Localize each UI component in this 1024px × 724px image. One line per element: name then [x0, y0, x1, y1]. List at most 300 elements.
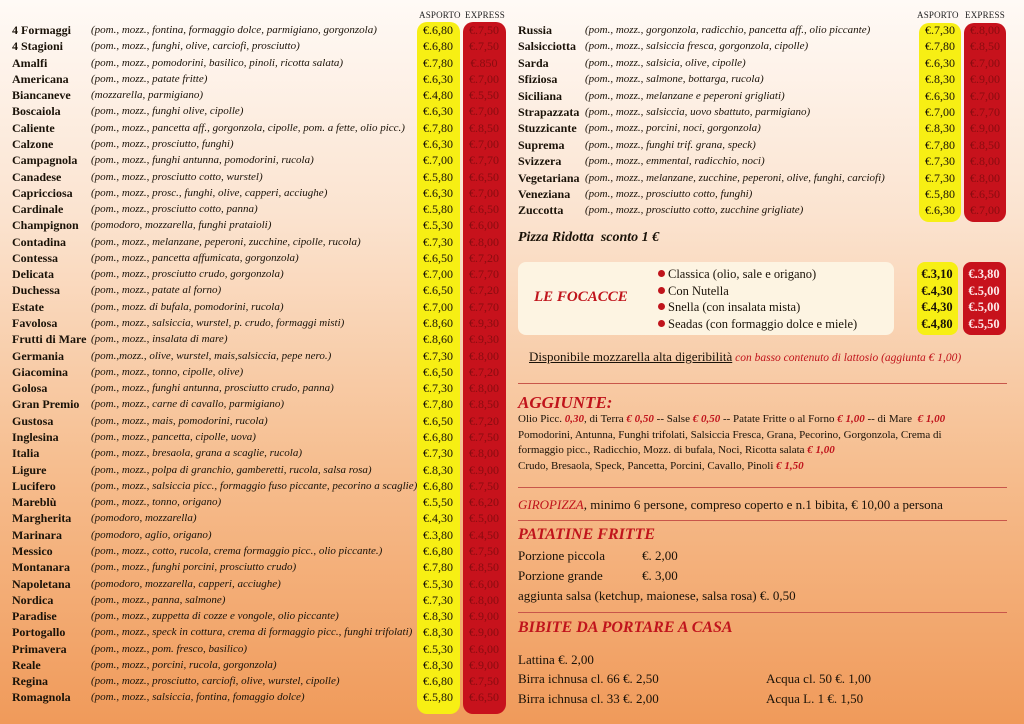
asporto-price: €.6,80 [423, 543, 453, 558]
pizza-name: Siciliana [518, 88, 563, 103]
pizza-name: Inglesina [12, 430, 59, 444]
express-price: €.8,00 [469, 446, 499, 461]
pizza-ingredients: (pomodoro, aglio, origano) [91, 528, 212, 541]
pizza-name: Capricciosa [12, 185, 73, 200]
asporto-price: €.7,80 [925, 137, 955, 152]
pizza-row [0, 689, 1024, 705]
pizza-ingredients: (pomodoro, mozzarella, capperi, acciughe) [91, 577, 281, 590]
asporto-price: €.6,30 [925, 203, 955, 218]
bibite-birra-33: Birra ichnusa cl. 33 €. 2,00 [518, 691, 659, 706]
pizza-ingredients: (pom., mozz., prosciutto cotto, zucchine grigliate) [585, 204, 804, 217]
express-price: €.9,00 [469, 625, 499, 640]
express-price: €.7,20 [469, 283, 499, 298]
bullet-icon [658, 303, 665, 310]
pizza-ingredients: (pom., mozz., bresaola, grana a scaglie, rucola) [91, 447, 303, 460]
express-price: €.8,00 [469, 381, 499, 396]
express-price: €.7,00 [469, 104, 499, 119]
pizza-row [0, 364, 1024, 380]
express-price: €.9,00 [469, 609, 499, 624]
focaccia-item [658, 266, 816, 282]
pizza-name: Messico [12, 543, 53, 558]
pizza-name: Sfiziosa [518, 72, 558, 87]
asporto-price: €.7,80 [423, 55, 453, 70]
focaccia-asporto-price: €.4,80 [921, 316, 953, 331]
pizza-ingredients: (pom., mozz., tonno, origano) [91, 496, 222, 509]
pizza-ingredients: (pom., mozz., zuppetta di cozze e vongole, olio piccante) [91, 610, 339, 623]
pizza-name: Contadina [12, 234, 67, 249]
pizza-ingredients: (pom., mozz., emmental, radicchio, noci) [585, 155, 765, 168]
express-price: €.8,00 [469, 592, 499, 607]
pizza-name: Salsicciotta [518, 39, 576, 54]
pizza-row [0, 186, 1024, 202]
express-price: €.9,00 [970, 121, 1000, 136]
pizza-name: Italia [12, 446, 40, 461]
pizza-ingredients: (pom., mozz., melanzane e peperoni grigliati) [585, 89, 785, 102]
asporto-price: €.7,00 [423, 267, 453, 282]
pizza-row [0, 170, 1024, 186]
express-price: €.7,00 [469, 71, 499, 86]
pizza-ingredients: (pom., mozz., prosc., funghi, olive, capperi, acciughe) [91, 186, 328, 199]
aggiunte-title: AGGIUNTE: [518, 393, 613, 412]
asporto-price: €.7,30 [423, 592, 453, 607]
pizza-ingredients: (pom., mozz., polpa di granchio, gamberetti, rucola, salsa rosa) [91, 463, 372, 476]
asporto-price: €.7,30 [423, 446, 453, 461]
express-price: €.8,00 [469, 234, 499, 249]
express-price: €.8,50 [469, 560, 499, 575]
asporto-price: €.8,30 [423, 609, 453, 624]
express-price: €.6,00 [469, 218, 499, 233]
pizza-ingredients: (pom., mozz., tonno, cipolle, olive) [91, 365, 244, 378]
aggiunte-price: € 1,00 [807, 444, 835, 456]
pizza-ingredients: (pom., mozz., pancetta affumicata, gorgonzola) [91, 251, 299, 264]
pizza-row [0, 527, 1024, 543]
pizza-ingredients: (pom., mozz., speck in cottura, crema di formaggio picc., funghi trifolati) [91, 626, 413, 639]
pizza-name: Golosa [12, 381, 48, 396]
asporto-price: €.8,60 [423, 332, 453, 347]
asporto-price: €.6,30 [925, 55, 955, 70]
pizza-ingredients: (pom., mozz., patate fritte) [91, 72, 208, 85]
express-price: €.6,50 [469, 169, 499, 184]
patatine-price: €. 3,00 [642, 568, 678, 583]
pizza-ridotta-note: Pizza Ridotta sconto 1 € [518, 230, 660, 245]
express-price: €.5,00 [469, 511, 499, 526]
asporto-price: €.7,30 [925, 23, 955, 37]
pizza-ingredients: (pom., mozz., funghi trif. grana, speck) [585, 138, 756, 151]
focacce-title: LE FOCACCE [534, 289, 628, 305]
pizza-name: Mareblù [12, 495, 57, 510]
asporto-price: €.5,50 [423, 495, 453, 510]
pizza-ingredients: (pom., mozz., salsiccia, uovo sbattuto, parmigiano) [585, 106, 811, 118]
asporto-price: €.7,30 [423, 234, 453, 249]
express-price: €.9,00 [469, 462, 499, 477]
express-price: €.9,30 [469, 316, 499, 331]
pizza-row [0, 55, 1024, 71]
pizza-name: Gustosa [12, 413, 54, 428]
asporto-price: €.6,50 [423, 283, 453, 298]
asporto-header: ASPORTO [419, 10, 461, 20]
pizza-ingredients: (pom., mozz., pancetta aff., gorgonzola, cipolle, pom. a fette, olio picc.) [91, 121, 405, 134]
asporto-price: €.7,00 [423, 153, 453, 168]
pizza-ingredients: (pom., mozz., mais, pomodorini, rucola) [91, 414, 268, 427]
pizza-name: Amalfi [12, 55, 48, 70]
asporto-price: €.7,80 [423, 397, 453, 412]
express-price: €.5,50 [469, 88, 499, 103]
bibite-lattina: Lattina €. 2,00 [518, 652, 594, 667]
pizza-name: Estate [12, 299, 44, 314]
asporto-price: €.6,30 [925, 88, 955, 103]
bibite-acqua-50: Acqua cl. 50 €. 1,00 [766, 671, 872, 686]
bibite-birra-66: Birra ichnusa cl. 66 €. 2,50 [518, 671, 659, 686]
express-price: €.7,50 [469, 39, 499, 54]
aggiunte-price: 0,30 [564, 413, 584, 425]
pizza-row [0, 88, 1024, 104]
pizza-name: Suprema [518, 137, 565, 152]
divider [518, 487, 1007, 488]
pizza-name: Giacomina [12, 364, 68, 379]
pizza-ingredients: (pom., mozz., patate al forno) [91, 284, 222, 297]
pizza-name: 4 Formaggi [12, 23, 71, 37]
pizza-name: Gran Premio [12, 397, 80, 412]
focaccia-name: Con Nutella [668, 283, 729, 298]
pizza-ingredients: (pom., mozz., prosciutto, carciofi, olive, wurstel, cipolle) [91, 675, 340, 688]
pizza-ingredients: (pom., mozz., prosciutto, funghi) [91, 137, 234, 150]
bullet-icon [658, 270, 665, 277]
express-price: €.7,70 [970, 105, 1000, 119]
mozzarella-note [529, 349, 961, 365]
pizza-name: Boscaiola [12, 104, 61, 119]
asporto-price: €.7,00 [925, 105, 955, 119]
pizza-row [0, 38, 1024, 54]
pizza-ingredients: (pom., mozz., funghi olive, cipolle) [91, 105, 244, 118]
asporto-price: €.5,80 [925, 187, 955, 201]
asporto-price: €.6,30 [423, 185, 453, 200]
focaccia-express-price: €.5,00 [968, 300, 1000, 314]
pizza-name: Vegetariana [518, 170, 580, 185]
asporto-price: €.7,30 [423, 348, 453, 363]
asporto-price: €.6,80 [423, 674, 453, 689]
aggiunte-text-part: -- Patate Fritte o al Forno [720, 413, 838, 425]
pizza-name: Frutti di Mare [12, 332, 87, 347]
pizza-name: Stuzzicante [518, 121, 577, 136]
express-price: €.8,50 [970, 39, 1000, 54]
focaccia-asporto-price: €.4,30 [921, 283, 953, 298]
focaccia-express-price: €.5,50 [968, 316, 1000, 331]
pizza-ingredients: (pom., mozz., funghi, olive, carciofi, prosciutto) [91, 40, 300, 53]
asporto-price: €.8,30 [925, 121, 955, 136]
express-price: €.7,50 [469, 543, 499, 558]
pizza-ingredients: (pom., mozz., funghi porcini, prosciutto crudo) [91, 561, 297, 574]
pizza-row [0, 234, 1024, 250]
asporto-price: €.8,30 [423, 625, 453, 640]
express-price: €.9,00 [970, 72, 1000, 87]
pizza-name: Sarda [518, 55, 549, 70]
pizza-name: Regina [12, 674, 48, 689]
pizza-ingredients: (pom., mozz., funghi antunna, pomodorini, rucola) [91, 154, 314, 167]
pizza-ingredients: (pom., mozz., salsiccia fresca, gorgonzola, cipolle) [585, 40, 809, 53]
pizza-ingredients: (pom., mozz., prosciutto cotto, wurstel) [91, 170, 263, 183]
express-price: €.7,00 [970, 203, 1000, 218]
patatine-title: PATATINE FRITTE [518, 526, 656, 543]
express-price: €.8,00 [970, 170, 1000, 185]
express-header: EXPRESS [465, 10, 505, 20]
asporto-price: €.7,30 [423, 381, 453, 396]
divider [518, 612, 1007, 613]
focaccia-item [658, 316, 857, 332]
pizza-name: Romagnola [12, 690, 71, 705]
asporto-header-right: ASPORTO [917, 10, 959, 20]
patatine-price: €. 2,00 [642, 548, 678, 563]
asporto-price: €.6,50 [423, 250, 453, 265]
pizza-name: Reale [12, 657, 41, 672]
asporto-price: €.5,80 [423, 690, 453, 705]
focaccia-item [658, 283, 729, 299]
express-price: €.7,50 [469, 430, 499, 444]
aggiunte-price: € 0,50 [626, 413, 654, 425]
express-price: €.7,20 [469, 364, 499, 379]
express-price: €.7,70 [469, 153, 499, 168]
pizza-row [0, 71, 1024, 87]
asporto-price: €.5,30 [423, 641, 453, 656]
pizza-row [0, 592, 1024, 608]
pizza-name: Cardinale [12, 202, 64, 217]
aggiunte-price: € 1,50 [776, 459, 804, 472]
pizza-name: Champignon [12, 218, 79, 233]
pizza-ingredients: (pom., mozz., panna, salmone) [91, 593, 226, 606]
pizza-name: Russia [518, 23, 553, 37]
pizza-name: Delicata [12, 267, 54, 282]
express-price: €.6,00 [469, 641, 499, 656]
express-price: €.7,20 [469, 250, 499, 265]
asporto-price: €.6,80 [423, 478, 453, 493]
pizza-ingredients: (pom., mozz., pom. fresco, basilico) [91, 642, 248, 655]
pizza-ingredients: (pom., mozz., porcini, noci, gorgonzola) [585, 122, 761, 135]
pizza-row [0, 559, 1024, 575]
focaccia-express-price: €.5,00 [968, 283, 1000, 298]
patatine-label: Porzione piccola [518, 548, 605, 563]
bullet-icon [658, 287, 665, 294]
pizza-name: Margherita [12, 511, 72, 526]
patatine-label: Porzione grande [518, 568, 603, 583]
pizza-name: Napoletana [12, 576, 71, 591]
aggiunte-price: € 0,50 [692, 413, 721, 425]
bibite-acqua-1: Acqua L. 1 €. 1,50 [766, 691, 864, 706]
divider [518, 383, 1007, 384]
pizza-ingredients: (pom., mozz., pomodorini, basilico, pinoli, ricotta salata) [91, 56, 344, 69]
express-price: €.6,20 [469, 495, 499, 510]
express-price: €.8,00 [970, 154, 1000, 169]
pizza-ingredients: (pom., mozz., porcini, rucola, gorgonzola) [91, 658, 277, 671]
asporto-price: €.4,80 [423, 88, 453, 103]
pizza-name: Primavera [12, 641, 67, 656]
asporto-price: €.5,30 [423, 218, 453, 233]
patatine-salsa: aggiunta salsa (ketchup, maionese, salsa rosa) €. 0,50 [518, 588, 796, 603]
asporto-price: €.6,30 [423, 104, 453, 119]
pizza-row [0, 478, 1024, 494]
pizza-ingredients: (mozzarella, parmigiano) [91, 89, 204, 102]
pizza-name: Lucifero [12, 478, 56, 493]
pizza-ingredients: (pom., mozz., carne di cavallo, parmigiano) [91, 398, 285, 411]
focaccia-name: Snella (con insalata mista) [668, 300, 801, 314]
pizza-name: Contessa [12, 250, 59, 265]
asporto-price: €.7,80 [925, 39, 955, 54]
pizza-ingredients: (pom., mozz., gorgonzola, radicchio, pancetta aff., olio piccante) [585, 24, 871, 36]
giropizza-line [518, 497, 943, 513]
pizza-name: Veneziana [518, 187, 571, 201]
asporto-price: €.4,30 [423, 511, 453, 526]
pizza-row [0, 396, 1024, 412]
pizza-name: Favolosa [12, 316, 58, 331]
express-price: €.8,50 [469, 397, 499, 412]
express-price: €.4,50 [469, 527, 499, 542]
asporto-price: €.7,80 [423, 560, 453, 575]
focaccia-name: Seadas (con formaggio dolce e miele) [668, 316, 858, 331]
express-price: €.6,50 [970, 187, 1000, 201]
express-price: €.9,30 [469, 332, 499, 347]
asporto-price: €.6,80 [423, 23, 453, 37]
pizza-ingredients: (pom., mozz., salmone, bottarga, rucola) [585, 73, 764, 86]
express-price: €.7,50 [469, 478, 499, 493]
bibite-title: BIBITE DA PORTARE A CASA [518, 619, 733, 636]
pizza-name: Svizzera [518, 154, 562, 169]
express-price: €.8,00 [469, 348, 499, 363]
asporto-price: €.6,80 [423, 39, 453, 54]
asporto-price: €.5,80 [423, 202, 453, 217]
pizza-ingredients: (pom., mozz., cotto, rucola, crema formaggio picc., olio piccante.) [91, 544, 383, 557]
express-price: €.8,50 [970, 137, 1000, 152]
express-price: €.6,50 [469, 202, 499, 217]
focaccia-asporto-price: €.3,10 [921, 267, 953, 281]
asporto-price: €.6,30 [423, 136, 453, 151]
express-price: €.7,00 [970, 88, 1000, 103]
focaccia-asporto-price: €.4,30 [921, 300, 953, 314]
giropizza-text: , minimo 6 persone, compreso coperto e n.1 bibita, € 10,00 a persona [583, 497, 943, 512]
pizza-name: Duchessa [12, 283, 61, 298]
pizza-row [0, 120, 1024, 136]
pizza-row [0, 641, 1024, 657]
pizza-name: Canadese [12, 169, 62, 184]
express-price: €.7,50 [469, 674, 499, 689]
pizza-name: Germania [12, 348, 64, 363]
aggiunte-text [518, 412, 978, 474]
pizza-name: Ligure [12, 462, 47, 477]
pizza-ingredients: (pom., mozz., salsiccia, wurstel, p. crudo, formaggi misti) [91, 317, 345, 330]
express-price: €.7,00 [469, 185, 499, 200]
express-price: €.6,00 [469, 576, 499, 591]
pizza-ingredients: (pom., mozz., salsiccia picc., formaggio fuso piccante, pecorino a scaglie) [91, 479, 418, 492]
express-header-right: EXPRESS [965, 10, 1005, 20]
asporto-price: €.8,60 [423, 316, 453, 331]
express-price: €.7,20 [469, 413, 499, 428]
pizza-name: Nordica [12, 592, 54, 607]
focaccia-express-price: €.3,80 [968, 267, 1000, 281]
pizza-ingredients: (pomodoro, mozzarella, funghi prataioli) [91, 219, 272, 232]
aggiunte-price: € 1,00 [917, 413, 946, 425]
asporto-price: €.8,30 [925, 72, 955, 87]
express-price: €.9,00 [469, 657, 499, 672]
pizza-ingredients: (pom., mozz., prosciutto cotto, panna) [91, 203, 258, 216]
pizza-ingredients: (pom., mozz., pancetta, cipolle, uova) [91, 431, 256, 443]
pizza-name: Campagnola [12, 153, 78, 168]
pizza-ingredients: (pomodoro, mozzarella) [91, 512, 197, 525]
aggiunte-text-part: Olio Picc. [518, 413, 565, 425]
asporto-price: €.6,80 [423, 430, 453, 444]
pizza-ingredients: (pom., mozz., melanzane, peperoni, zucchine, cipolle, rucola) [91, 235, 361, 248]
express-price: €.7,50 [469, 23, 499, 37]
pizza-ingredients: (pom.,mozz., olive, wurstel, mais,salsiccia, pepe nero.) [91, 349, 332, 362]
asporto-price: €.8,30 [423, 462, 453, 477]
pizza-name: Strapazzata [518, 105, 580, 119]
pizza-ingredients: (pom., mozz., insalata di mare) [91, 333, 228, 346]
pizza-ingredients: (pom., mozz. di bufala, pomodorini, rucola) [91, 300, 284, 313]
express-price: €.8,00 [970, 23, 1000, 37]
pizza-row [0, 202, 1024, 218]
asporto-price: €.8,30 [423, 657, 453, 672]
pizza-ingredients: (pom., mozz., salsiccia, fontina, fomaggio dolce) [91, 691, 305, 704]
mozzarella-main: Disponibile mozzarella alta digeribilità [529, 349, 733, 364]
express-price: €.7,00 [469, 136, 499, 151]
pizza-name: 4 Stagioni [12, 39, 64, 54]
bullet-icon [658, 320, 665, 327]
pizza-row [0, 576, 1024, 592]
asporto-price: €.7,30 [925, 170, 955, 185]
asporto-price: €.6,50 [423, 364, 453, 379]
asporto-price: €.5,30 [423, 576, 453, 591]
aggiunte-list-1: Pomodorini, Antunna, Funghi trifolati, Salsiccia Fresca, Grana, Pecorino, Gorgonzola, Crema di formaggio picc., Radicchio, Mozz. di bufala, Noci, Ricotta salata [518, 428, 942, 456]
focaccia-item [658, 299, 800, 315]
giropizza-title: GIROPIZZA [518, 497, 584, 512]
mozzarella-detail: con basso contenuto di lattosio (aggiunta € 1,00) [732, 352, 962, 364]
asporto-price: €.6,50 [423, 413, 453, 428]
express-price: €.6,50 [469, 690, 499, 705]
pizza-ingredients: (pom., mozz., fontina, formaggio dolce, parmigiano, gorgonzola) [91, 24, 377, 36]
pizza-name: Montanara [12, 560, 70, 575]
pizza-name: Zuccotta [518, 203, 564, 218]
pizza-ingredients: (pom., mozz., prosciutto crudo, gorgonzola) [91, 268, 284, 281]
pizza-row [0, 137, 1024, 153]
express-price: €.8,50 [469, 120, 499, 135]
asporto-price: €.7,30 [925, 154, 955, 169]
asporto-price: €.7,00 [423, 299, 453, 314]
pizza-name: Americana [12, 71, 69, 86]
pizza-ingredients: (pom., mozz., prosciutto cotto, funghi) [585, 188, 753, 200]
aggiunte-text-part: -- di Mare [864, 413, 918, 425]
pizza-row [0, 217, 1024, 233]
asporto-price: €.7,80 [423, 120, 453, 135]
express-price: €.7,00 [970, 55, 1000, 70]
pizza-row [0, 608, 1024, 624]
pizza-ingredients: (pom., mozz., funghi antunna, prosciutto crudo, panna) [91, 382, 334, 395]
focaccia-name: Classica (olio, sale e origano) [668, 267, 817, 281]
pizza-name: Biancaneve [12, 88, 71, 103]
pizza-name: Portogallo [12, 625, 66, 640]
pizza-row [0, 543, 1024, 559]
asporto-price: €.3,80 [423, 527, 453, 542]
divider [518, 520, 1007, 521]
express-price: €.850 [470, 55, 498, 70]
pizza-name: Calzone [12, 136, 54, 151]
pizza-ingredients: (pom., mozz., melanzane, zucchine, peperoni, olive, funghi, carciofi) [585, 171, 885, 184]
pizza-row [0, 104, 1024, 120]
aggiunte-text-part: , di Terra [584, 413, 627, 425]
asporto-price: €.5,80 [423, 169, 453, 184]
express-price: €.7,70 [469, 299, 499, 314]
pizza-row [0, 22, 1024, 38]
pizza-ingredients: (pom., mozz., salsicia, olive, cipolle) [585, 56, 746, 69]
aggiunte-list-2: Crudo, Bresaola, Speck, Pancetta, Porcini, Cavallo, Pinoli [518, 459, 777, 472]
aggiunte-text-part: -- Salse [653, 413, 693, 425]
pizza-row [0, 624, 1024, 640]
asporto-price: €.6,30 [423, 71, 453, 86]
